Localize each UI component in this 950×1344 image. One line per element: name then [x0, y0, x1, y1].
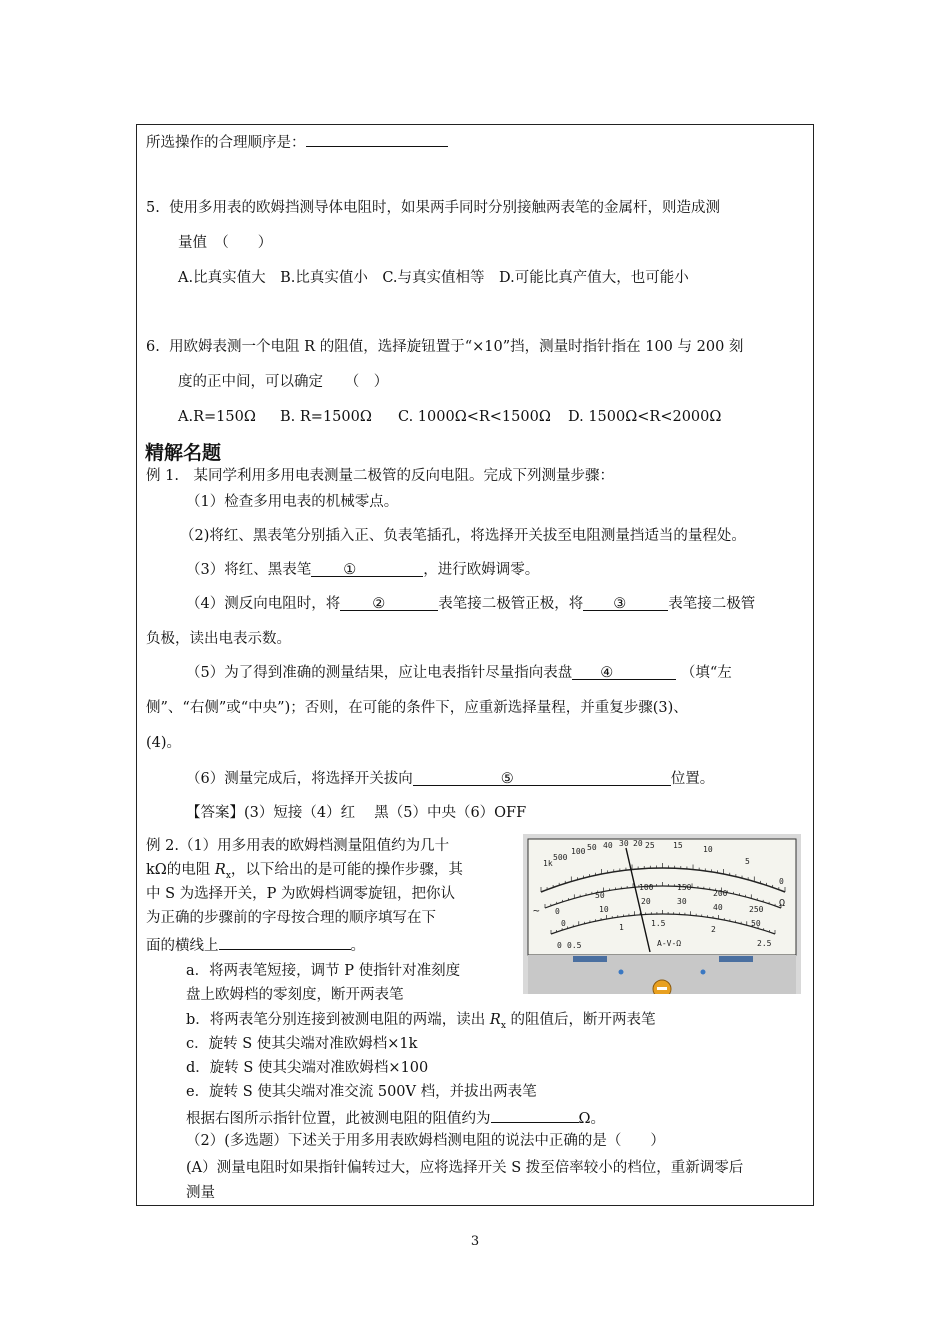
ex2-step-d: d．旋转 S 使其尖端对准欧姆档×100 [186, 1060, 429, 1076]
v2-label-10: 10 [599, 905, 609, 914]
ex1-step4-text-c: 表笔接二极管 [668, 596, 756, 612]
q6-line2: 度的正中间，可以确定 （ ） [178, 374, 389, 390]
ohm-label-25: 25 [645, 841, 655, 850]
ex1-answer [186, 803, 526, 823]
low-label-0: 0 [557, 941, 562, 950]
rx-subscript: x [225, 870, 231, 881]
ex1-step4-text-a: （4）测反向电阻时，将 [186, 596, 341, 612]
ex1-step3-text-b: ，进行欧姆调零。 [423, 562, 540, 578]
q5-line2: 量值 （ ） [178, 235, 273, 251]
ex2-line5-a: 面的横线上 [146, 938, 219, 954]
low-label-1: 1 [619, 923, 624, 932]
ohm-label-20: 20 [633, 839, 643, 848]
terminal-left [573, 956, 607, 962]
v-label-250: 250 [749, 905, 764, 914]
ohm-label-40: 40 [603, 841, 613, 850]
ohm-label-50: 50 [587, 843, 597, 852]
page-number: 3 [470, 1234, 480, 1249]
v-label-150: 150 [677, 883, 692, 892]
q6-number: 6. [146, 339, 160, 355]
screw-left [619, 970, 624, 975]
blank-1[interactable] [311, 560, 423, 577]
ohm-label-10: 10 [703, 845, 713, 854]
ex2-line2 [146, 860, 463, 886]
ex1-step5-text-b: （填“左 [680, 665, 732, 681]
v-label-200: 200 [713, 889, 728, 898]
blank-5-marker: ⑤ [500, 771, 514, 787]
ex1-step2: （2)将红、黑表笔分别插入正、负表笔插孔，将选择开关拔至电阻测量挡适当的量程处。 [180, 528, 746, 544]
section-title: 精解名题 [145, 442, 222, 464]
unit-label: A-V-Ω [657, 939, 682, 948]
ex2-option-a1: (A）测量电阻时如果指针偏转过大，应将选择开关 S 拨至倍率较小的档位，重新调零后 [186, 1160, 744, 1176]
ex2-step-c: c．旋转 S 使其尖端对准欧姆档×1k [186, 1036, 418, 1052]
answer-text: (3）短接（4）红 黑（5）中央（6）OFF [244, 805, 527, 821]
ex2-step-e: e．旋转 S 使其尖端对准交流 500V 档，并拔出两表笔 [186, 1084, 537, 1100]
q6-line1 [146, 337, 743, 357]
ex2-line2-a: kΩ的电阻 [146, 862, 215, 878]
answer-label: 【答案】 [186, 805, 244, 821]
blank-5[interactable] [413, 769, 671, 786]
v-label-50: 50 [595, 891, 605, 900]
q6-option-d: D. 1500Ω<R<2000Ω [568, 409, 722, 425]
order-prompt: 所选操作的合理顺序是： [146, 135, 306, 151]
low-label-0.5: 0.5 [567, 941, 582, 950]
ohm-label-1k: 1k [543, 859, 553, 868]
rx-symbol-2: R [489, 1012, 501, 1028]
v2-label-40: 40 [713, 903, 723, 912]
v-label-0: 0 [555, 907, 560, 916]
v2-label-0: 0 [561, 919, 566, 928]
ex2-part2: （2）(多选题）下述关于用多用表欧姆档测电阻的说法中正确的是（ ） [186, 1133, 665, 1149]
ex2-reading-a: 根据右图所示指针位置，此被测电阻的阻值约为 [186, 1111, 491, 1127]
low-label-2: 2 [711, 925, 716, 934]
ex2-step-a2: 盘上欧姆档的零刻度，断开两表笔 [186, 987, 404, 1003]
ex2-line2-b: ，以下给出的是可能的操作步骤，其 [230, 862, 463, 878]
ohm-label-500: 500 [553, 853, 568, 862]
ex1-step5-cont: 侧”、“右侧”或“中央”)；否则，在可能的条件下，应重新选择量程，并重复步骤(3)、 [146, 700, 688, 716]
knob-slot [657, 987, 667, 990]
ohm-label-0: 0 [779, 877, 784, 886]
ex2-reading-b: Ω。 [578, 1111, 606, 1127]
ex2-line4: 为正确的步骤前的字母按合理的顺序填写在下 [146, 910, 436, 926]
blank-2[interactable] [340, 594, 438, 611]
low-label-2.5: 2.5 [757, 939, 772, 948]
blank-3[interactable] [583, 594, 668, 611]
blank-2-marker: ② [372, 596, 386, 612]
v-label-100: 100 [639, 883, 654, 892]
ex2-reading [186, 1106, 605, 1129]
ohm-label-100: 100 [571, 847, 586, 856]
terminal-right [719, 956, 753, 962]
order-prompt-line [146, 130, 448, 153]
ex1-step6-text-b: 位置。 [670, 771, 715, 787]
blank-3-marker: ③ [613, 596, 627, 612]
v2-label-50: 50 [751, 919, 761, 928]
q6-option-c: C. 1000Ω<R<1500Ω [398, 409, 551, 425]
ex2-step-b [186, 1010, 656, 1036]
rx-symbol: R [214, 862, 226, 878]
ex2-line1: 例 2.（1）用多用表的欧姆档测量阻值约为几十 [146, 838, 450, 854]
ex2-line5 [146, 933, 365, 956]
order-answer-blank[interactable] [306, 130, 448, 147]
v2-label-30: 30 [677, 897, 687, 906]
sequence-blank[interactable] [219, 933, 351, 950]
omega-symbol: Ω [779, 898, 786, 909]
ex1-step3 [186, 560, 539, 580]
q5-text: 使用多用表的欧姆挡测导体电阻时，如果两手同时分别接触两表笔的金属杆，则造成测 [169, 200, 721, 216]
q6-text: 用欧姆表测一个电阻 R 的阻值，选择旋钮置于“×10”挡，测量时指针指在 100 与 200 刻 [169, 339, 744, 355]
low-label-1.5: 1.5 [651, 919, 666, 928]
q5-options: A.比真实值大 B.比真实值小 C.与真实值相等 D.可能比真产值大，也可能小 [178, 270, 689, 286]
q5-line1 [146, 198, 720, 218]
multimeter-figure [523, 834, 801, 994]
ex1-step1: （1）检查多用电表的机械零点。 [186, 494, 399, 510]
ex2-option-a2: 测量 [186, 1185, 215, 1201]
ex1-intro: 例 1. 某同学利用多用电表测量二极管的反向电阻。完成下列测量步骤： [146, 468, 614, 484]
ex1-step4 [186, 594, 755, 614]
q6-option-b: B. R=1500Ω [280, 409, 372, 425]
ex1-step5-text-a: （5）为了得到准确的测量结果，应让电表指针尽量指向表盘 [186, 665, 573, 681]
ex1-step5 [186, 663, 732, 683]
ex2-line5-b: 。 [350, 938, 365, 954]
ex1-step4-cont: 负极，读出电表示数。 [146, 631, 291, 647]
ohm-label-5: 5 [745, 857, 750, 866]
ex1-step3-text-a: （3）将红、黑表笔 [186, 562, 312, 578]
ex2-step-a1: a．将两表笔短接，调节 P 使指针对准刻度 [186, 963, 461, 979]
ex1-step6 [186, 769, 714, 789]
q5-number: 5. [146, 200, 160, 216]
resistance-blank[interactable] [491, 1106, 579, 1123]
screw-right [701, 970, 706, 975]
ohm-label-15: 15 [673, 841, 683, 850]
rx-subscript-2: x [500, 1020, 506, 1031]
ac-symbol: ~ [533, 904, 540, 917]
meter-face [528, 839, 796, 955]
ex1-step5-cont2: (4)。 [146, 735, 182, 751]
ex2-step-b-b: 的阻值后，断开两表笔 [505, 1012, 656, 1028]
q6-option-a: A.R=150Ω [178, 409, 256, 425]
v2-label-20: 20 [641, 897, 651, 906]
blank-1-marker: ① [343, 562, 357, 578]
ex1-step4-text-b: 表笔接二极管正极，将 [438, 596, 584, 612]
ex2-line3: 中 S 为选择开关，P 为欧姆档调零旋钮，把你认 [146, 886, 456, 902]
ex2-step-b-a: b．将两表笔分别连接到被测电阻的两端，读出 [186, 1012, 490, 1028]
ex1-step6-text-a: （6）测量完成后，将选择开关拔向 [186, 771, 413, 787]
blank-4[interactable] [572, 663, 676, 680]
blank-4-marker: ④ [600, 665, 614, 681]
ohm-label-30: 30 [619, 839, 629, 848]
